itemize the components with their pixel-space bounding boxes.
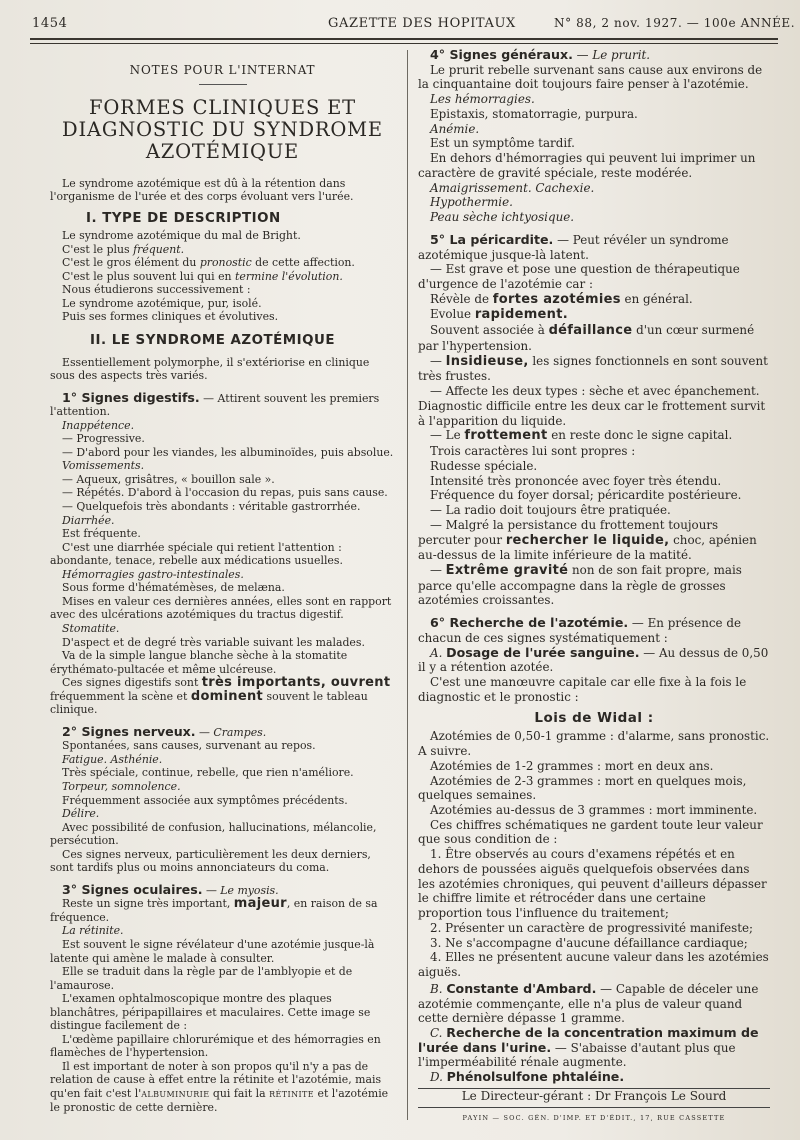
subhead: Amaigrissement. Cachexie. xyxy=(430,180,595,195)
text-line: Epistaxis, stomatorragie, purpura. xyxy=(430,106,638,121)
subhead: Peau sèche ichtyosique. xyxy=(430,210,575,225)
subhead: Fatigue. Asthénie. xyxy=(62,752,163,766)
type-line: Puis ses formes cliniques et évolutives. xyxy=(62,310,279,324)
text-line: 2. Présenter un caractère de progressivité manifeste; xyxy=(430,920,754,935)
article-title: FORMES CLINIQUES ET DIAGNOSTIC DU SYNDROME AZOTÉMIQUE xyxy=(62,95,383,163)
column-divider xyxy=(407,50,408,1120)
text-line: Spontanées, sans causes, survenant au repos. xyxy=(62,739,316,753)
text-line: Intensité très prononcée avec foyer très étendu. xyxy=(430,473,722,488)
text-line: Ces signes digestifs sont très importants, ouvrent fréquemment la scène et dominent souvent le tableau clinique. xyxy=(50,675,391,717)
text-line: Azotémies de 1-2 grammes : mort en deux ans. xyxy=(430,758,714,773)
text-line: Azotémies de 2-3 grammes : mort en quelques mois, quelques semaines. xyxy=(418,773,747,803)
type-line: C'est le plus fréquent. xyxy=(62,242,185,256)
section-label: NOTES POUR L'INTERNAT xyxy=(129,63,316,77)
text-line: Mises en valeur ces dernières années, elles sont en rapport avec des ulcérations azotémiques du tractus digestif. xyxy=(50,594,392,622)
page-number: 1454 xyxy=(32,16,68,31)
signes-oculaires xyxy=(50,883,395,1114)
left-column xyxy=(50,48,395,1114)
type-line: Le syndrome azotémique du mal de Bright. xyxy=(62,229,301,243)
text-line: Trois caractères lui sont propres : xyxy=(430,444,636,459)
text-line: Est un symptôme tardif. xyxy=(430,136,575,151)
header-rule-thin xyxy=(30,43,778,44)
text-line: Fréquence du foyer dorsal; péricardite postérieure. xyxy=(430,488,742,503)
text-line: Va de la simple langue blanche sèche à la stomatite érythémato-pultacée et même ulcéreuse. xyxy=(50,649,348,676)
text-line: — Aqueux, grisâtres, « bouillon sale ». xyxy=(62,472,275,486)
text-line: Evolue rapidement. xyxy=(430,307,568,323)
text-line: L'œdème papillaire chlorurémique et des hémorragies en flamèches de l'hypertension. xyxy=(50,1032,381,1060)
right-column xyxy=(418,48,770,1125)
text-line: — Affecte les deux types : sèche et avec épanchement. Diagnostic difficile entre les deux car le frottement survit à l'apparition du liquide. xyxy=(418,384,766,428)
text-line: 4. Elles ne présentent aucune valeur dans les azotémies aiguës. xyxy=(418,950,769,980)
director-line: Le Directeur-gérant : Dr François Le Sourd xyxy=(461,1088,727,1103)
text-line: — Est grave et pose une question de thérapeutique d'urgence de l'azotémie car : xyxy=(418,262,740,292)
text-line: Il est important de noter à son propos qu'il n'y a pas de relation de cause à effet entre la rétinite et l'azotémie, mais qu'en fait c'est l'albuminurie qui fait la rétinite et l'azotémie le pronostic de cette dernière. xyxy=(50,1059,389,1114)
type-line: Le syndrome azotémique, pur, isolé. xyxy=(62,296,262,310)
signes-digestifs xyxy=(50,391,395,717)
pericardite-heading: 5° La péricardite. — Peut révéler un syndrome azotémique jusque-là latent. xyxy=(418,231,729,262)
text-line: 3. Ne s'accompagne d'aucune défaillance cardiaque; xyxy=(430,935,748,950)
subhead: Vomissements. xyxy=(62,459,145,473)
constante-ambard: B. Constante d'Ambard. — Capable de déceler une azotémie commençante, elle n'a plus de valeur quand cette dernière dépasse 1 gramme. xyxy=(418,980,759,1026)
text-line: — La radio doit toujours être pratiquée. xyxy=(430,503,671,518)
recherche-azotemie xyxy=(418,616,770,704)
text-line: — Le frottement en reste donc le signe capital. xyxy=(430,428,733,444)
text-line: Est souvent le signe révélateur d'une azotémie jusque-là latente qui amène le malade à consulter. xyxy=(50,937,375,965)
text-line: — Répétés. D'abord à l'occasion du repas, puis sans cause. xyxy=(62,486,388,500)
text-line: Est fréquente. xyxy=(62,527,141,541)
subhead: Diarrhée. xyxy=(62,513,115,527)
text-line: C'est une manœuvre capitale car elle fixe à la fois le diagnostic et le pronostic : xyxy=(418,675,747,704)
syndrome-intro: Essentiellement polymorphe, il s'extériorise en clinique sous des aspects très variés. xyxy=(50,355,370,383)
subhead: Hypothermie. xyxy=(430,195,513,210)
subhead: Stomatite. xyxy=(62,621,120,635)
type-line: Nous étudierons successivement : xyxy=(62,283,251,297)
text-line: Sous forme d'hématémèses, de melæna. xyxy=(62,581,285,595)
printer-line: PAYIN — SOC. GÉN. D'IMP. ET D'ÉDIT., 17, RUE CASSETTE xyxy=(462,1113,726,1122)
text-line: D'aspect et de degré très variable suivant les malades. xyxy=(62,635,365,649)
pericardite xyxy=(418,233,770,608)
text-line: L'examen ophtalmoscopique montre des plaques blanchâtres, péripapillaires et maculaires. Cette image se distingue facilement de : xyxy=(50,992,371,1033)
text-line: Elle se traduit dans la règle par de l'amblyopie et de l'amaurose. xyxy=(50,965,353,992)
text-line: Reste un signe très important, majeur, en raison de sa fréquence. xyxy=(50,896,378,924)
issue-line: N° 88, 2 nov. 1927. — 100e ANNÉE. xyxy=(554,16,796,30)
text-line: — Malgré la persistance du frottement toujours percuter pour rechercher le liquide, choc, apénien au-dessus de la limite inférieure de la matité. xyxy=(418,517,757,563)
subhead: Inappétence. xyxy=(62,418,135,432)
lois-de-widal xyxy=(418,729,770,979)
generaux-heading: 4° Signes généraux. — Le prurit. xyxy=(430,47,651,62)
oculaires-heading: 3° Signes oculaires. — Le myosis. xyxy=(62,881,279,897)
signes-nerveux xyxy=(50,725,395,875)
subhead: Les hémorragies. xyxy=(430,92,535,107)
journal-title: GAZETTE DES HOPITAUX xyxy=(328,16,516,31)
text-line: Le prurit rebelle survenant sans cause aux environs de la cinquantaine doit toujours faire penser à l'azotémie. xyxy=(418,62,763,92)
widal-heading: Lois de Widal : xyxy=(534,709,654,726)
subhead: Hémorragies gastro-intestinales. xyxy=(62,567,244,581)
recherche-heading: 6° Recherche de l'azotémie. — En présence de chacun de ces signes systématiquement : xyxy=(418,615,741,645)
intro-paragraph: Le syndrome azotémique est dû à la rétention dans l'organisme de l'urée et des corps évoluant vers l'urée. xyxy=(50,176,354,204)
text-line: Ces signes nerveux, particulièrement les deux derniers, sont tardifs plus ou moins annonciateurs du coma. xyxy=(50,847,371,875)
subhead: Torpeur, somnolence. xyxy=(62,779,181,793)
text-line: Très spéciale, continue, rebelle, que rien n'améliore. xyxy=(62,766,354,780)
text-line: C'est une diarrhée spéciale qui retient l'attention : abondante, tenace, rebelle aux médications usuelles. xyxy=(50,540,343,568)
text-line: En dehors d'hémorragies qui peuvent lui imprimer un caractère de gravité spéciale, reste modérée. xyxy=(418,151,756,180)
running-header xyxy=(0,10,800,40)
text-line: Ces chiffres schématiques ne gardent toute leur valeur que sous condition de : xyxy=(418,817,763,847)
text-line: Souvent associée à défaillance d'un cœur surmené par l'hypertension. xyxy=(418,323,755,353)
text-line: Azotémies de 0,50-1 gramme : d'alarme, sans pronostic. A suivre. xyxy=(418,729,770,759)
text-line: — D'abord pour les viandes, les albuminoïdes, puis absolue. xyxy=(62,445,394,459)
text-line: — Extrême gravité non de son fait propre, mais parce qu'elle accompagne dans la règle de grosses azotémies croissantes. xyxy=(418,562,742,608)
heading-syndrome: II. LE SYNDROME AZOTÉMIQUE xyxy=(90,333,335,349)
subhead: La rétinite. xyxy=(62,924,124,938)
phenolsulfone: D. Phénolsulfone phtaléine. xyxy=(430,1069,625,1085)
text-line: Azotémies au-dessus de 3 grammes : mort imminente. xyxy=(430,802,758,817)
header-rule-thick xyxy=(30,38,778,40)
type-line: C'est le plus souvent lui qui en termine l'évolution. xyxy=(62,269,343,283)
text-line: Avec possibilité de confusion, hallucinations, mélancolie, persécution. xyxy=(50,820,377,848)
text-line: Rudesse spéciale. xyxy=(430,458,538,473)
text-line: A. Dosage de l'urée sanguine. — Au dessus de 0,50 il y a rétention azotée. xyxy=(418,644,769,675)
nerveux-heading: 2° Signes nerveux. — Crampes. xyxy=(62,723,267,739)
text-line: — Progressive. xyxy=(62,432,145,446)
subhead: Délire. xyxy=(62,807,100,821)
text-line: Fréquemment associée aux symptômes précédents. xyxy=(62,793,348,807)
text-line: 1. Être observés au cours d'examens répétés et en dehors de poussées aiguës quelquefois observées dans les azotémies chroniques, qui peuvent d'ailleurs dépasser le chiffre limite et rétrocéder dans une certaine proportion tous l'influence du traitement; xyxy=(418,847,767,921)
heading-type-description: I. TYPE DE DESCRIPTION xyxy=(86,210,281,226)
footer-rule-lower xyxy=(418,1107,770,1108)
text-line: — Insidieuse, les signes fonctionnels en sont souvent très frustes. xyxy=(418,353,768,384)
digestifs-heading: 1° Signes digestifs. — Attirent souvent les premiers l'attention. xyxy=(50,389,380,419)
signes-generaux xyxy=(418,48,770,225)
text-line: Révèle de fortes azotémies en général. xyxy=(430,291,693,307)
type-description-block xyxy=(50,229,395,324)
type-line: C'est le gros élément du pronostic de cette affection. xyxy=(62,256,355,270)
concentration-maximum: C. Recherche de la concentration maximum de l'urée dans l'urine. — S'abaisse d'autant plus que l'imperméabilité rénale augmente. xyxy=(418,1025,759,1070)
section-rule xyxy=(199,84,247,85)
text-line: — Quelquefois très abondants : véritable gastrorrhée. xyxy=(62,500,361,514)
subhead: Anémie. xyxy=(430,121,480,136)
